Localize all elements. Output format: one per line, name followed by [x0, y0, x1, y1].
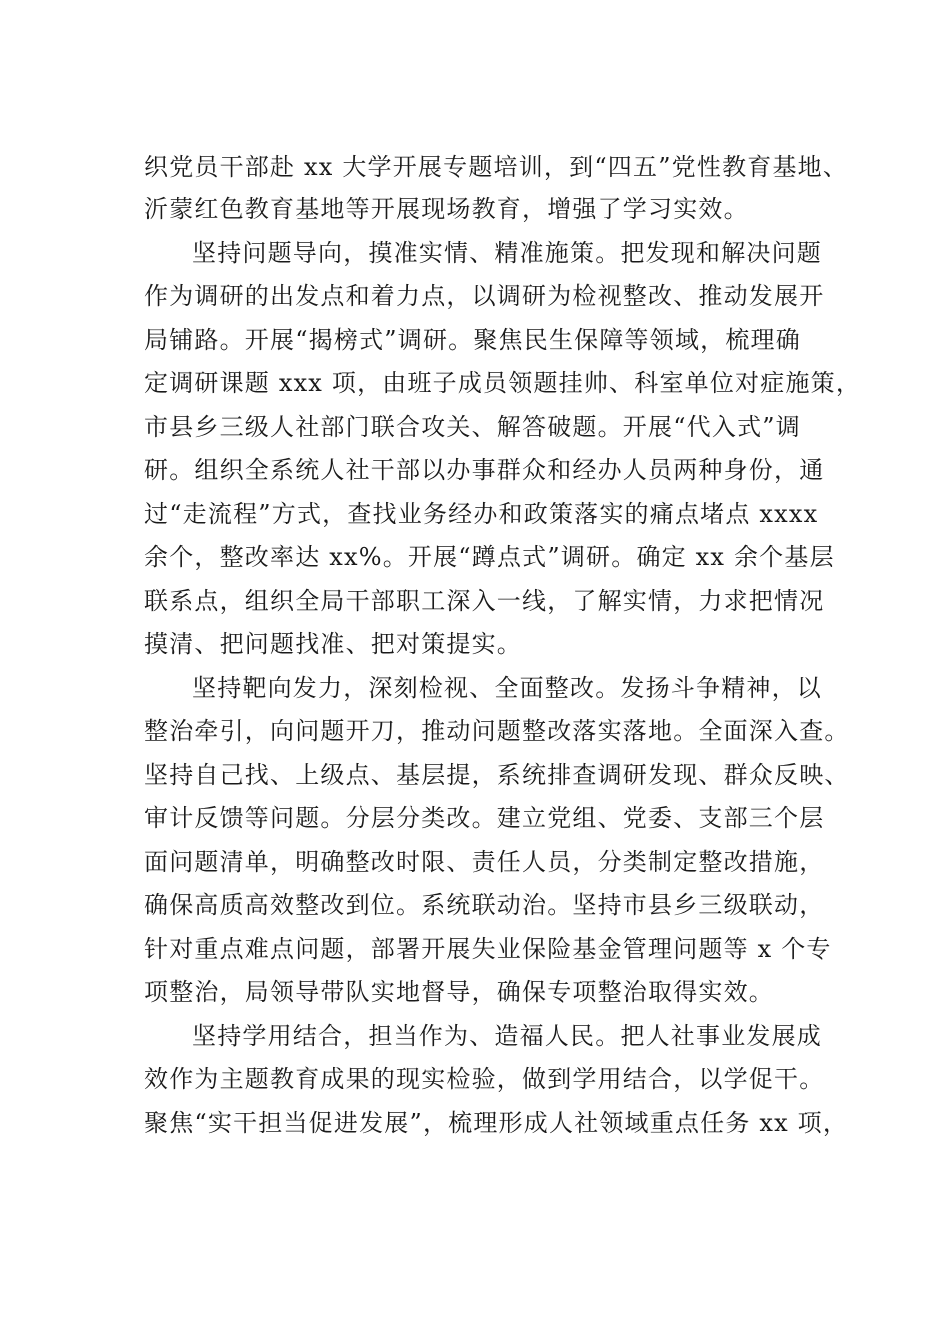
text-line-4: 作为调研的出发点和着力点，以调研为检视整改、推动发展开: [144, 282, 825, 310]
text-line-15: 坚持自己找、上级点、基层提，系统排查调研发现、群众反映、: [144, 761, 850, 789]
text-line-19: 针对重点难点问题，部署开展失业保险基金管理问题等 x 个专: [144, 935, 832, 963]
text-line-5: 局铺路。开展“揭榜式”调研。聚焦民生保障等领域，梳理确: [144, 326, 801, 354]
text-line-23: 聚焦“实干担当促进发展”，梳理形成人社领域重点任务 xx 项，: [144, 1109, 849, 1137]
text-line-2: 沂蒙红色教育基地等开展现场教育，增强了学习实效。: [144, 195, 749, 223]
text-line-7: 市县乡三级人社部门联合攻关、解答破题。开展“代入式”调: [144, 413, 801, 441]
text-line-11: 联系点，组织全局干部职工深入一线，了解实情，力求把情况: [144, 587, 825, 615]
text-line-16: 审计反馈等问题。分层分类改。建立党组、党委、支部三个层: [144, 804, 825, 832]
text-line-9: 过“走流程”方式，查找业务经办和政策落实的痛点堵点 xxxx: [144, 500, 819, 528]
text-line-1: 织党员干部赴 xx 大学开展专题培训，到“四五”党性教育基地、: [144, 153, 849, 181]
paragraph-heading-line: 坚持学用结合，担当作为、造福人民。把人社事业发展成: [192, 1022, 822, 1050]
text-line-14: 整治牵引，向问题开刀，推动问题整改落实落地。全面深入查。: [144, 717, 850, 745]
text-line-18: 确保高质高效整改到位。系统联动治。坚持市县乡三级联动，: [144, 891, 825, 919]
text-line-6: 定调研课题 xxx 项，由班子成员领题挂帅、科室单位对症施策，: [144, 369, 862, 397]
paragraph-heading-line: 坚持问题导向，摸准实情、精准施策。把发现和解决问题: [192, 239, 822, 267]
text-line-22: 效作为主题教育成果的现实检验，做到学用结合，以学促干。: [144, 1065, 825, 1093]
text-line-10: 余个，整改率达 xx%。开展“蹲点式”调研。确定 xx 余个基层: [144, 543, 835, 571]
text-line-8: 研。组织全系统人社干部以办事群众和经办人员两种身份，通: [144, 456, 825, 484]
text-line-17: 面问题清单，明确整改时限、责任人员，分类制定整改措施，: [144, 848, 825, 876]
text-line-12: 摸清、把问题找准、把对策提实。: [144, 630, 522, 658]
paragraph-heading-line: 坚持靶向发力，深刻检视、全面整改。发扬斗争精神，以: [192, 674, 822, 702]
text-line-20: 项整治，局领导带队实地督导，确保专项整治取得实效。: [144, 978, 774, 1006]
